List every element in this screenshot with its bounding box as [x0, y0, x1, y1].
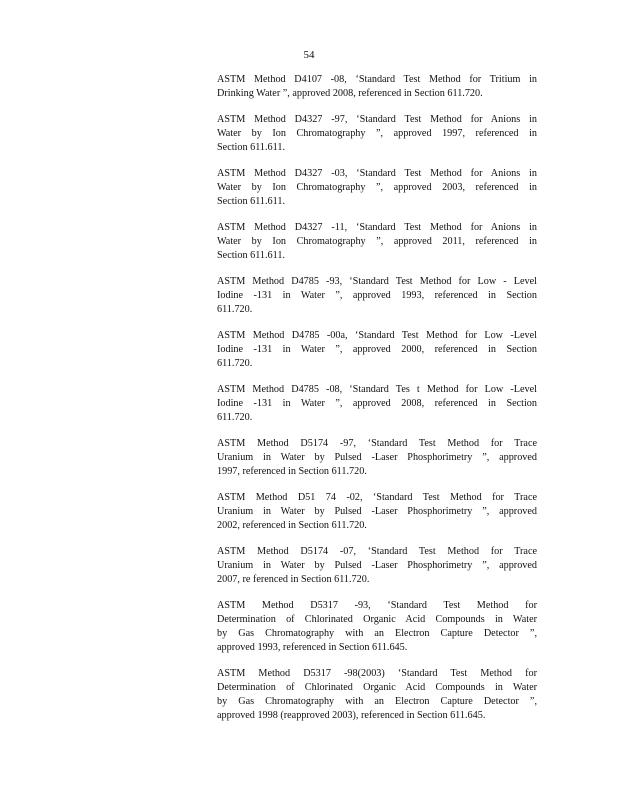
reference-list: [217, 73, 537, 735]
reference-entry-line: 2007, re ferenced in Section 611.720.: [217, 574, 370, 585]
reference-entry-line: Determination of Chlorinated Organic Acid Compounds in Water: [217, 614, 537, 625]
reference-entry-line: Uranium in Water by Pulsed -Laser Phosphorimetry ”, approved: [217, 560, 537, 571]
page-number: 54: [303, 49, 315, 61]
reference-entry-line: Uranium in Water by Pulsed -Laser Phosphorimetry ”, approved: [217, 506, 537, 517]
reference-entry-line: ASTM Method D5317 -93, ‘Standard Test Method for: [217, 600, 537, 611]
reference-entry-line: Water by Ion Chromatography ”, approved 1997, referenced in: [217, 128, 537, 139]
reference-entry-line: ASTM Method D4107 -08, ‘Standard Test Method for Tritium in: [217, 74, 537, 85]
reference-entry-line: Section 611.611.: [217, 196, 286, 207]
reference-entry-line: Iodine -131 in Water ”, approved 2008, referenced in Section: [217, 398, 537, 409]
reference-entry-line: 611.720.: [217, 412, 253, 423]
reference-entry: [217, 491, 537, 533]
reference-entry: [217, 383, 537, 425]
reference-entry-line: ASTM Method D4785 -00a, ‘Standard Test Method for Low -Level: [217, 330, 537, 341]
reference-entry-line: 611.720.: [217, 304, 253, 315]
reference-entry-line: 611.720.: [217, 358, 253, 369]
reference-entry-line: ASTM Method D5174 -07, ‘Standard Test Method for Trace: [217, 546, 537, 557]
reference-entry-line: 1997, referenced in Section 611.720.: [217, 466, 367, 477]
reference-entry-line: ASTM Method D5174 -97, ‘Standard Test Method for Trace: [217, 438, 537, 449]
reference-entry-line: Water by Ion Chromatography ”, approved 2011, referenced in: [217, 236, 537, 247]
reference-entry-line: ASTM Method D4785 -08, ‘Standard Tes t Method for Low -Level: [217, 384, 537, 395]
reference-entry-line: by Gas Chromatography with an Electron Capture Detector ”,: [217, 628, 537, 639]
reference-entry-line: 2002, referenced in Section 611.720.: [217, 520, 367, 531]
reference-entry: [217, 667, 537, 723]
reference-entry: [217, 437, 537, 479]
reference-entry-line: ASTM Method D4327 -03, ‘Standard Test Method for Anions in: [217, 168, 537, 179]
reference-entry-line: by Gas Chromatography with an Electron Capture Detector ”,: [217, 696, 537, 707]
reference-entry-line: Water by Ion Chromatography ”, approved 2003, referenced in: [217, 182, 537, 193]
reference-entry: [217, 545, 537, 587]
reference-entry: [217, 599, 537, 655]
reference-entry-line: Determination of Chlorinated Organic Acid Compounds in Water: [217, 682, 537, 693]
reference-entry-line: Iodine -131 in Water ”, approved 2000, referenced in Section: [217, 344, 537, 355]
reference-entry-line: Drinking Water ”, approved 2008, referenced in Section 611.720.: [217, 88, 483, 99]
reference-entry-line: Uranium in Water by Pulsed -Laser Phosphorimetry ”, approved: [217, 452, 537, 463]
reference-entry: [217, 221, 537, 263]
reference-entry-line: Section 611.611.: [217, 250, 286, 261]
reference-entry-line: ASTM Method D4327 -97, ‘Standard Test Method for Anions in: [217, 114, 537, 125]
reference-entry-line: approved 1998 (reapproved 2003), referenced in Section 611.645.: [217, 710, 486, 721]
reference-entry-line: approved 1993, referenced in Section 611.645.: [217, 642, 408, 653]
reference-entry-line: ASTM Method D4327 -11, ‘Standard Test Method for Anions in: [217, 222, 537, 233]
reference-entry-line: Iodine -131 in Water ”, approved 1993, referenced in Section: [217, 290, 537, 301]
reference-entry: [217, 113, 537, 155]
reference-entry-line: ASTM Method D5317 -98(2003) ‘Standard Test Method for: [217, 668, 537, 679]
reference-entry-line: Section 611.611.: [217, 142, 286, 153]
reference-entry: [217, 73, 537, 101]
reference-entry: [217, 167, 537, 209]
reference-entry: [217, 275, 537, 317]
reference-entry-line: ASTM Method D51 74 -02, ‘Standard Test Method for Trace: [217, 492, 537, 503]
reference-entry-line: ASTM Method D4785 -93, ‘Standard Test Method for Low - Level: [217, 276, 537, 287]
reference-entry: [217, 329, 537, 371]
